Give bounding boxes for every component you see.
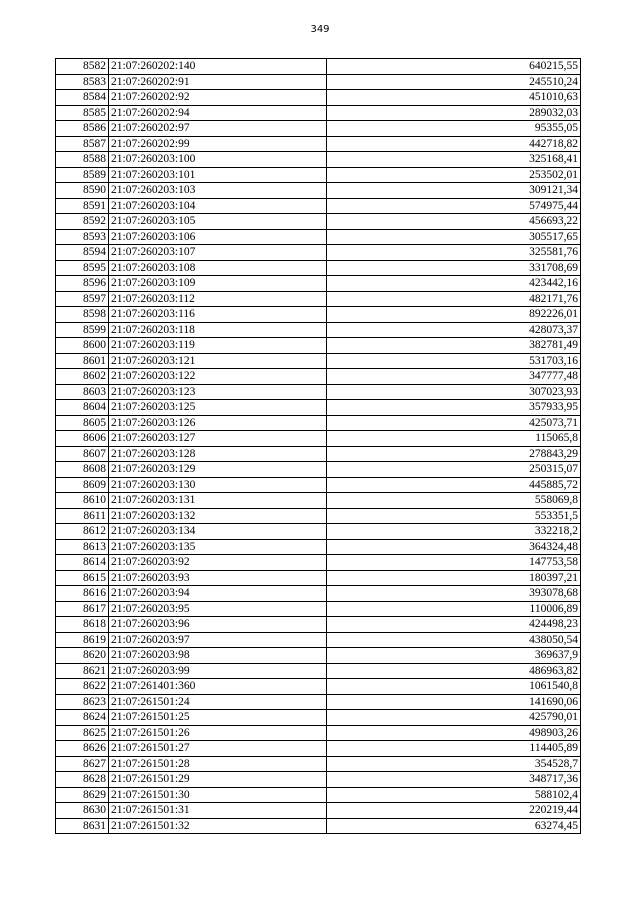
cadastral-number-cell: 21:07:261501:26 [109, 725, 327, 741]
row-number-cell: 8617 [56, 601, 109, 617]
table-row [56, 462, 581, 478]
cadastral-value-cell: 331708,69 [327, 260, 581, 276]
row-number-cell: 8598 [56, 307, 109, 323]
table-row [56, 167, 581, 183]
row-number-cell: 8629 [56, 787, 109, 803]
table-row [56, 183, 581, 199]
page-number: 349 [310, 24, 330, 35]
cadastral-number-cell: 21:07:260203:126 [109, 415, 327, 431]
row-number-cell: 8602 [56, 369, 109, 385]
table-row [56, 369, 581, 385]
table-row [56, 710, 581, 726]
row-number-cell: 8591 [56, 198, 109, 214]
row-number-cell: 8624 [56, 710, 109, 726]
table-row [56, 679, 581, 695]
cadastral-value-cell: 147753,58 [327, 555, 581, 571]
cadastral-value-cell: 95355,05 [327, 121, 581, 137]
cadastral-number-cell: 21:07:260202:92 [109, 90, 327, 106]
cadastral-number-cell: 21:07:260203:119 [109, 338, 327, 354]
row-number-cell: 8628 [56, 772, 109, 788]
cadastral-value-cell: 278843,29 [327, 446, 581, 462]
cadastral-value-cell: 115065,8 [327, 431, 581, 447]
table-row [56, 663, 581, 679]
table-row [56, 601, 581, 617]
cadastral-value-cell: 141690,06 [327, 694, 581, 710]
cadastral-number-cell: 21:07:260203:132 [109, 508, 327, 524]
table-row [56, 632, 581, 648]
table-row [56, 570, 581, 586]
cadastral-number-cell: 21:07:260203:101 [109, 167, 327, 183]
table-row [56, 756, 581, 772]
table-row [56, 493, 581, 509]
cadastral-value-cell: 428073,37 [327, 322, 581, 338]
row-number-cell: 8608 [56, 462, 109, 478]
table-row [56, 245, 581, 261]
row-number-cell: 8622 [56, 679, 109, 695]
row-number-cell: 8583 [56, 74, 109, 90]
row-number-cell: 8630 [56, 803, 109, 819]
row-number-cell: 8627 [56, 756, 109, 772]
row-number-cell: 8595 [56, 260, 109, 276]
cadastral-value-cell: 424498,23 [327, 617, 581, 633]
table-row [56, 524, 581, 540]
table-row [56, 105, 581, 121]
table-row [56, 818, 581, 834]
cadastral-value-cell: 423442,16 [327, 276, 581, 292]
table-row [56, 121, 581, 137]
cadastral-value-cell: 445885,72 [327, 477, 581, 493]
row-number-cell: 8612 [56, 524, 109, 540]
cadastral-number-cell: 21:07:260203:123 [109, 384, 327, 400]
cadastral-number-cell: 21:07:260203:105 [109, 214, 327, 230]
row-number-cell: 8593 [56, 229, 109, 245]
cadastral-number-cell: 21:07:260202:94 [109, 105, 327, 121]
cadastral-value-table [55, 58, 581, 834]
cadastral-number-cell: 21:07:260203:134 [109, 524, 327, 540]
table-row [56, 353, 581, 369]
row-number-cell: 8618 [56, 617, 109, 633]
cadastral-value-cell: 289032,03 [327, 105, 581, 121]
table-row [56, 803, 581, 819]
table-row [56, 648, 581, 664]
cadastral-number-cell: 21:07:261501:28 [109, 756, 327, 772]
cadastral-value-cell: 382781,49 [327, 338, 581, 354]
table-row [56, 508, 581, 524]
cadastral-number-cell: 21:07:260203:128 [109, 446, 327, 462]
table-row [56, 136, 581, 152]
table-row [56, 384, 581, 400]
cadastral-value-cell: 486963,82 [327, 663, 581, 679]
row-number-cell: 8613 [56, 539, 109, 555]
cadastral-value-cell: 325168,41 [327, 152, 581, 168]
row-number-cell: 8625 [56, 725, 109, 741]
cadastral-number-cell: 21:07:260203:116 [109, 307, 327, 323]
table-row [56, 74, 581, 90]
cadastral-number-cell: 21:07:260203:135 [109, 539, 327, 555]
cadastral-value-cell: 369637,9 [327, 648, 581, 664]
cadastral-value-cell: 354528,7 [327, 756, 581, 772]
table-row [56, 291, 581, 307]
cadastral-number-cell: 21:07:260203:100 [109, 152, 327, 168]
table-row [56, 229, 581, 245]
cadastral-value-cell: 357933,95 [327, 400, 581, 416]
table-row [56, 741, 581, 757]
cadastral-number-cell: 21:07:260203:112 [109, 291, 327, 307]
cadastral-value-cell: 347777,48 [327, 369, 581, 385]
cadastral-value-cell: 114405,89 [327, 741, 581, 757]
cadastral-number-cell: 21:07:260203:107 [109, 245, 327, 261]
cadastral-number-cell: 21:07:261501:25 [109, 710, 327, 726]
cadastral-number-cell: 21:07:260202:140 [109, 59, 327, 75]
row-number-cell: 8623 [56, 694, 109, 710]
cadastral-value-cell: 1061540,8 [327, 679, 581, 695]
cadastral-value-cell: 180397,21 [327, 570, 581, 586]
cadastral-value-cell: 364324,48 [327, 539, 581, 555]
table-row [56, 338, 581, 354]
cadastral-number-cell: 21:07:260203:109 [109, 276, 327, 292]
cadastral-value-cell: 110006,89 [327, 601, 581, 617]
cadastral-number-cell: 21:07:260202:97 [109, 121, 327, 137]
cadastral-value-cell: 553351,5 [327, 508, 581, 524]
table-row [56, 400, 581, 416]
cadastral-value-cell: 438050,54 [327, 632, 581, 648]
table-row [56, 260, 581, 276]
row-number-cell: 8604 [56, 400, 109, 416]
cadastral-value-cell: 245510,24 [327, 74, 581, 90]
cadastral-number-cell: 21:07:260203:96 [109, 617, 327, 633]
cadastral-number-cell: 21:07:260202:99 [109, 136, 327, 152]
row-number-cell: 8599 [56, 322, 109, 338]
row-number-cell: 8590 [56, 183, 109, 199]
row-number-cell: 8619 [56, 632, 109, 648]
table-row [56, 59, 581, 75]
table-row [56, 152, 581, 168]
cadastral-value-cell: 456693,22 [327, 214, 581, 230]
row-number-cell: 8592 [56, 214, 109, 230]
cadastral-number-cell: 21:07:261501:24 [109, 694, 327, 710]
cadastral-number-cell: 21:07:261501:31 [109, 803, 327, 819]
row-number-cell: 8587 [56, 136, 109, 152]
row-number-cell: 8615 [56, 570, 109, 586]
row-number-cell: 8601 [56, 353, 109, 369]
cadastral-value-cell: 309121,34 [327, 183, 581, 199]
table-row [56, 214, 581, 230]
row-number-cell: 8589 [56, 167, 109, 183]
cadastral-value-cell: 588102,4 [327, 787, 581, 803]
cadastral-number-cell: 21:07:260203:125 [109, 400, 327, 416]
cadastral-number-cell: 21:07:260203:104 [109, 198, 327, 214]
table-row [56, 90, 581, 106]
table-row [56, 725, 581, 741]
row-number-cell: 8603 [56, 384, 109, 400]
table-row [56, 539, 581, 555]
cadastral-value-cell: 325581,76 [327, 245, 581, 261]
cadastral-number-cell: 21:07:261501:30 [109, 787, 327, 803]
cadastral-number-cell: 21:07:261501:27 [109, 741, 327, 757]
cadastral-value-cell: 640215,55 [327, 59, 581, 75]
cadastral-number-cell: 21:07:261501:29 [109, 772, 327, 788]
cadastral-value-cell: 425073,71 [327, 415, 581, 431]
cadastral-number-cell: 21:07:260203:130 [109, 477, 327, 493]
cadastral-number-cell: 21:07:261401:360 [109, 679, 327, 695]
table-row [56, 431, 581, 447]
cadastral-number-cell: 21:07:260203:118 [109, 322, 327, 338]
table-row [56, 617, 581, 633]
cadastral-number-cell: 21:07:260203:94 [109, 586, 327, 602]
cadastral-number-cell: 21:07:260203:99 [109, 663, 327, 679]
row-number-cell: 8600 [56, 338, 109, 354]
cadastral-number-cell: 21:07:260203:121 [109, 353, 327, 369]
cadastral-value-cell: 307023,93 [327, 384, 581, 400]
row-number-cell: 8620 [56, 648, 109, 664]
cadastral-number-cell: 21:07:260203:131 [109, 493, 327, 509]
table-row [56, 276, 581, 292]
cadastral-value-cell: 220219,44 [327, 803, 581, 819]
cadastral-value-cell: 892226,01 [327, 307, 581, 323]
row-number-cell: 8594 [56, 245, 109, 261]
cadastral-value-cell: 574975,44 [327, 198, 581, 214]
row-number-cell: 8631 [56, 818, 109, 834]
row-number-cell: 8611 [56, 508, 109, 524]
row-number-cell: 8605 [56, 415, 109, 431]
cadastral-value-cell: 63274,45 [327, 818, 581, 834]
table-row [56, 555, 581, 571]
cadastral-value-cell: 558069,8 [327, 493, 581, 509]
cadastral-value-cell: 332218,2 [327, 524, 581, 540]
cadastral-number-cell: 21:07:260203:103 [109, 183, 327, 199]
cadastral-number-cell: 21:07:260203:129 [109, 462, 327, 478]
row-number-cell: 8609 [56, 477, 109, 493]
table-row [56, 198, 581, 214]
row-number-cell: 8607 [56, 446, 109, 462]
cadastral-number-cell: 21:07:260202:91 [109, 74, 327, 90]
row-number-cell: 8606 [56, 431, 109, 447]
cadastral-number-cell: 21:07:260203:122 [109, 369, 327, 385]
row-number-cell: 8626 [56, 741, 109, 757]
cadastral-value-cell: 253502,01 [327, 167, 581, 183]
table-row [56, 772, 581, 788]
table-row [56, 415, 581, 431]
table-row [56, 787, 581, 803]
cadastral-value-cell: 348717,36 [327, 772, 581, 788]
row-number-cell: 8614 [56, 555, 109, 571]
row-number-cell: 8582 [56, 59, 109, 75]
cadastral-number-cell: 21:07:260203:97 [109, 632, 327, 648]
table-row [56, 694, 581, 710]
cadastral-value-cell: 425790,01 [327, 710, 581, 726]
row-number-cell: 8596 [56, 276, 109, 292]
cadastral-value-cell: 531703,16 [327, 353, 581, 369]
table-row [56, 446, 581, 462]
cadastral-value-cell: 498903,26 [327, 725, 581, 741]
cadastral-value-cell: 305517,65 [327, 229, 581, 245]
cadastral-number-cell: 21:07:260203:93 [109, 570, 327, 586]
table-row [56, 586, 581, 602]
cadastral-number-cell: 21:07:260203:106 [109, 229, 327, 245]
row-number-cell: 8585 [56, 105, 109, 121]
row-number-cell: 8597 [56, 291, 109, 307]
table-row [56, 307, 581, 323]
table-row [56, 477, 581, 493]
cadastral-value-cell: 482171,76 [327, 291, 581, 307]
cadastral-number-cell: 21:07:261501:32 [109, 818, 327, 834]
table-body [56, 59, 581, 834]
row-number-cell: 8621 [56, 663, 109, 679]
table-row [56, 322, 581, 338]
cadastral-number-cell: 21:07:260203:95 [109, 601, 327, 617]
cadastral-number-cell: 21:07:260203:127 [109, 431, 327, 447]
row-number-cell: 8586 [56, 121, 109, 137]
cadastral-value-cell: 451010,63 [327, 90, 581, 106]
cadastral-value-cell: 250315,07 [327, 462, 581, 478]
cadastral-number-cell: 21:07:260203:108 [109, 260, 327, 276]
cadastral-value-cell: 393078,68 [327, 586, 581, 602]
cadastral-value-cell: 442718,82 [327, 136, 581, 152]
cadastral-number-cell: 21:07:260203:98 [109, 648, 327, 664]
row-number-cell: 8610 [56, 493, 109, 509]
row-number-cell: 8588 [56, 152, 109, 168]
cadastral-number-cell: 21:07:260203:92 [109, 555, 327, 571]
row-number-cell: 8584 [56, 90, 109, 106]
row-number-cell: 8616 [56, 586, 109, 602]
